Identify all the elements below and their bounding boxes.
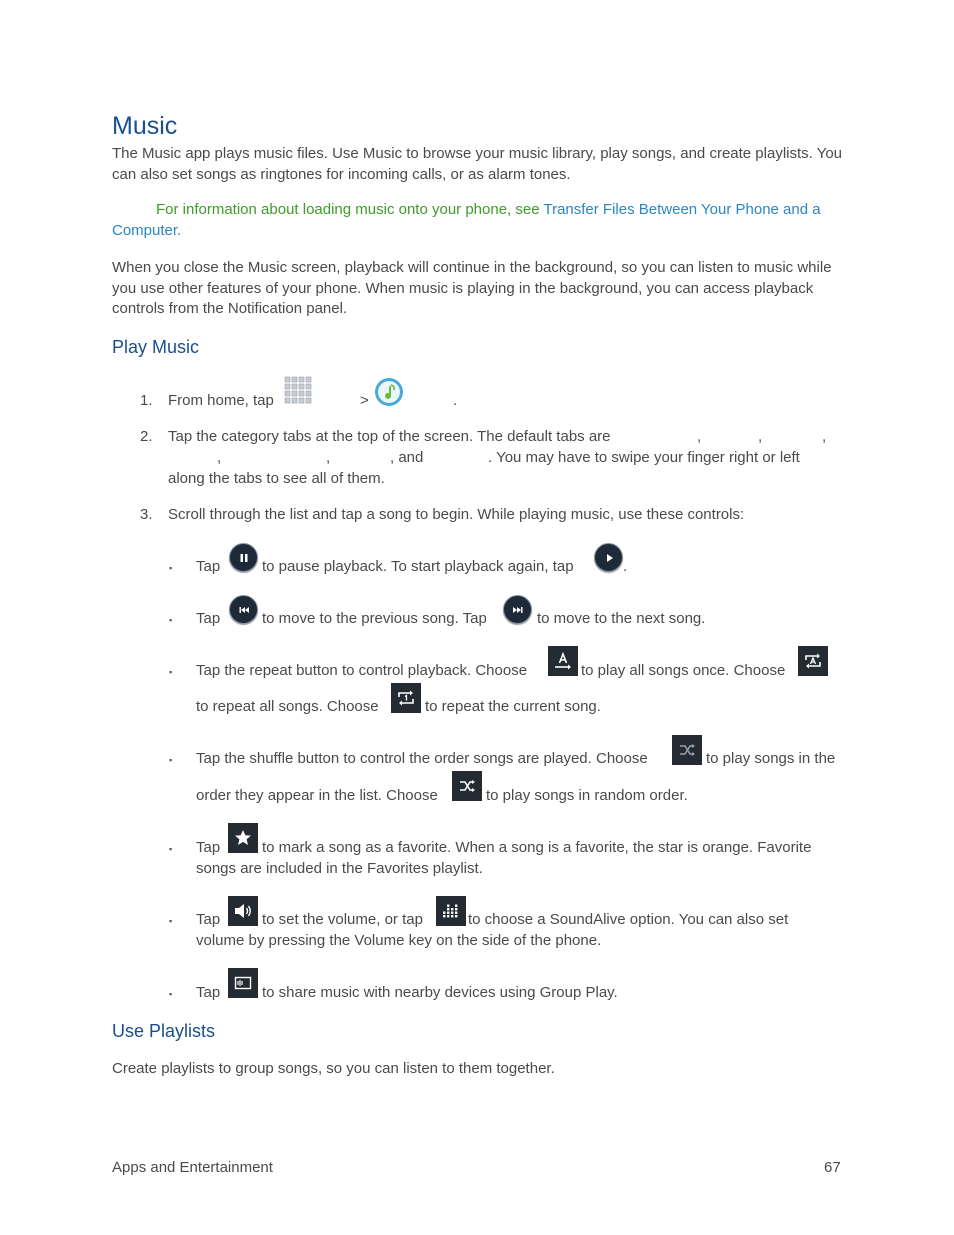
play-icon[interactable] (594, 543, 623, 572)
play-music-heading: Play Music (112, 337, 200, 357)
bullet-marker: ▪ (169, 615, 173, 625)
soundalive-icon[interactable] (436, 896, 466, 926)
bullet-4-line-1b: to play songs in the (706, 750, 836, 767)
note-paragraph (112, 200, 847, 241)
bullet-3-line-2b: to repeat the current song. (425, 698, 601, 715)
note-end: . (177, 221, 182, 239)
step-1-text: From home, tap (168, 392, 274, 409)
use-playlists-paragraph: Create playlists to group songs, so you can listen to them together. (112, 1060, 555, 1077)
bullet-marker: ▪ (169, 989, 173, 999)
bullet-7-text: to share music with nearby devices using Group Play. (262, 984, 618, 1001)
intro-paragraph: The Music app plays music files. Use Music to browse your music library, play songs, and create playlists. You can also set songs as ringtones for incoming calls, or as alarm tones. (112, 145, 843, 183)
bullet-6-line-2: volume by pressing the Volume key on the side of the phone. (196, 932, 602, 949)
bullet-4-line-1a: Tap the shuffle button to control the order songs are played. Choose (196, 750, 648, 767)
step-2-comma-5: , (326, 449, 331, 466)
bullet-marker: ▪ (169, 755, 173, 765)
bullet-6-line-1a: to set the volume, or tap (262, 911, 423, 928)
step-2-comma-3: , (822, 428, 827, 445)
step-3-text: Scroll through the list and tap a song to begin. While playing music, use these controls: (168, 506, 745, 523)
bullet-4-line-2a: order they appear in the list. Choose (196, 787, 438, 804)
bullet-1-mid: to pause playback. To start playback again, tap (262, 558, 574, 575)
step-1-end: . (453, 392, 458, 409)
bullet-1-end: . (623, 558, 628, 575)
music-app-icon[interactable] (374, 377, 404, 407)
volume-icon[interactable] (228, 896, 258, 926)
step-2-line-3: along the tabs to see all of them. (168, 470, 385, 487)
note-text: For information about loading music onto your phone, see (156, 201, 544, 218)
transfer-files-link[interactable]: Transfer Files Between Your Phone and a Computer (112, 201, 821, 239)
next-icon[interactable] (503, 595, 532, 624)
bullet-7-tap: Tap (196, 984, 221, 1001)
shuffle-off-icon[interactable] (672, 735, 702, 765)
step-2-and: , and (390, 449, 424, 466)
page-title: Music (112, 112, 178, 140)
step-1-number: 1. (140, 392, 153, 409)
group-play-icon[interactable] (228, 968, 258, 998)
bullet-marker: ▪ (169, 916, 173, 926)
bullet-marker: ▪ (169, 667, 173, 677)
step-3-number: 3. (140, 506, 153, 523)
bullet-4-line-2b: to play songs in random order. (486, 787, 688, 804)
bullet-2-end: to move to the next song. (537, 610, 706, 627)
use-playlists-heading: Use Playlists (112, 1021, 216, 1041)
bullet-6-tap: Tap (196, 911, 221, 928)
bullet-marker: ▪ (169, 844, 173, 854)
bullet-1-tap: Tap (196, 558, 221, 575)
apps-grid-icon[interactable] (284, 376, 314, 406)
step-2-comma-4: , (217, 449, 222, 466)
bullet-3-line-1b: to play all songs once. Choose (581, 662, 786, 679)
bullet-marker: ▪ (169, 563, 173, 573)
previous-icon[interactable] (229, 595, 258, 624)
repeat-all-icon[interactable] (798, 646, 828, 676)
bullet-6-line-1b: to choose a SoundAlive option. You can also set (468, 911, 789, 928)
bullet-5-line-2: songs are included in the Favorites playlist. (196, 860, 483, 877)
bullet-3-line-2a: to repeat all songs. Choose (196, 698, 379, 715)
repeat-one-icon[interactable] (391, 683, 421, 713)
footer-section: Apps and Entertainment (112, 1159, 273, 1176)
repeat-once-icon[interactable] (548, 646, 578, 676)
shuffle-on-icon[interactable] (452, 771, 482, 801)
bullet-5-line-1: to mark a song as a favorite. When a song is a favorite, the star is orange. Favorite (262, 839, 812, 856)
pause-icon[interactable] (229, 543, 258, 572)
bullet-3-line-1a: Tap the repeat button to control playback. Choose (196, 662, 528, 679)
bullet-2-tap: Tap (196, 610, 221, 627)
footer-page-number: 67 (824, 1159, 841, 1176)
step-2-line-2-end: . You may have to swipe your finger right or left (488, 449, 800, 466)
bullet-2-mid: to move to the previous song. Tap (262, 610, 487, 627)
step-1-separator: > (360, 392, 369, 409)
step-2-line-1: Tap the category tabs at the top of the screen. The default tabs are (168, 428, 611, 445)
bullet-5-tap: Tap (196, 839, 221, 856)
step-2-number: 2. (140, 428, 153, 445)
step-2-comma-1: , (697, 428, 702, 445)
star-icon[interactable] (228, 823, 258, 853)
step-2-comma-2: , (758, 428, 763, 445)
background-paragraph: When you close the Music screen, playback will continue in the background, so you can listen to music while you use other features of your phone. When music is playing in the background, you can access playback controls from the Notification panel. (112, 259, 832, 317)
